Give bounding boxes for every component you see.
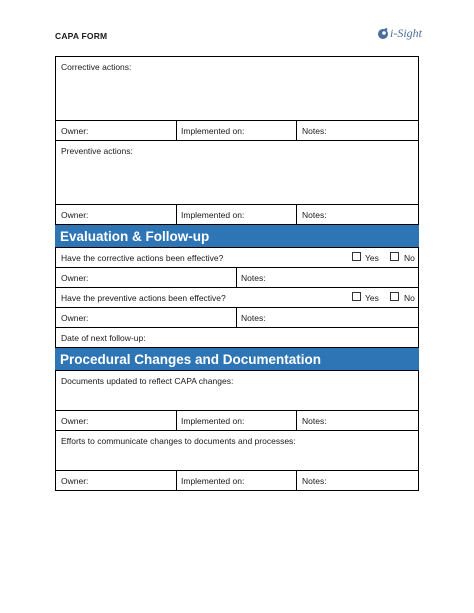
- documents-updated-label: Documents updated to reflect CAPA changes:: [61, 376, 234, 386]
- corrective-actions-label: Corrective actions:: [61, 62, 132, 72]
- preventive-effective-question: Have the preventive actions been effective?: [61, 293, 226, 303]
- preventive-owner-row: [55, 204, 419, 225]
- procedural-implemented-field-1[interactable]: Implemented on:: [181, 416, 245, 426]
- procedural-owner-row-2: [55, 470, 419, 491]
- procedural-owner-row-1: [55, 410, 419, 431]
- divider: [296, 411, 297, 430]
- corrective-implemented-field[interactable]: Implemented on:: [181, 126, 245, 136]
- corrective-owner-field[interactable]: Owner:: [61, 126, 89, 136]
- divider: [176, 205, 177, 224]
- corrective-yes-checkbox[interactable]: [352, 252, 361, 261]
- preventive-actions-field[interactable]: [55, 140, 419, 205]
- communication-efforts-field[interactable]: [55, 430, 419, 471]
- form-title: CAPA FORM: [55, 31, 108, 41]
- procedural-owner-field-2[interactable]: Owner:: [61, 476, 89, 486]
- preventive-no-label: No: [404, 293, 415, 303]
- procedural-owner-field-1[interactable]: Owner:: [61, 416, 89, 426]
- preventive-effective-row: [55, 287, 419, 308]
- corrective-actions-field[interactable]: [55, 56, 419, 121]
- procedural-notes-field-2[interactable]: Notes:: [302, 476, 327, 486]
- eye-logo-icon: [376, 27, 389, 40]
- logo-text: i-Sight: [390, 25, 422, 40]
- evaluation-notes-field-2[interactable]: Notes:: [241, 313, 266, 323]
- next-followup-label: Date of next follow-up:: [61, 333, 146, 343]
- corrective-owner-row: [55, 120, 419, 141]
- divider: [176, 121, 177, 140]
- documents-updated-field[interactable]: [55, 370, 419, 411]
- preventive-owner-field[interactable]: Owner:: [61, 210, 89, 220]
- evaluation-owner-field-2[interactable]: Owner:: [61, 313, 89, 323]
- divider: [176, 411, 177, 430]
- corrective-no-checkbox[interactable]: [390, 252, 399, 261]
- preventive-yes-checkbox[interactable]: [352, 292, 361, 301]
- preventive-actions-label: Preventive actions:: [61, 146, 133, 156]
- evaluation-heading: Evaluation & Follow-up: [55, 225, 419, 247]
- divider: [176, 471, 177, 490]
- preventive-yes-label: Yes: [365, 293, 379, 303]
- corrective-no-label: No: [404, 253, 415, 263]
- corrective-effective-row: [55, 247, 419, 268]
- divider: [296, 205, 297, 224]
- divider: [296, 121, 297, 140]
- evaluation-owner-field-1[interactable]: Owner:: [61, 273, 89, 283]
- corrective-effective-question: Have the corrective actions been effective?: [61, 253, 224, 263]
- corrective-yes-label: Yes: [365, 253, 379, 263]
- communication-efforts-label: Efforts to communicate changes to documents and processes:: [61, 436, 296, 446]
- preventive-no-checkbox[interactable]: [390, 292, 399, 301]
- next-followup-row[interactable]: [55, 327, 419, 348]
- company-logo: [376, 25, 422, 41]
- procedural-notes-field-1[interactable]: Notes:: [302, 416, 327, 426]
- procedural-implemented-field-2[interactable]: Implemented on:: [181, 476, 245, 486]
- preventive-notes-field[interactable]: Notes:: [302, 210, 327, 220]
- corrective-notes-field[interactable]: Notes:: [302, 126, 327, 136]
- divider: [236, 308, 237, 327]
- preventive-implemented-field[interactable]: Implemented on:: [181, 210, 245, 220]
- procedural-heading: Procedural Changes and Documentation: [55, 348, 419, 370]
- evaluation-owner-row-1: [55, 267, 419, 288]
- divider: [236, 268, 237, 287]
- evaluation-notes-field-1[interactable]: Notes:: [241, 273, 266, 283]
- divider: [296, 471, 297, 490]
- evaluation-owner-row-2: [55, 307, 419, 328]
